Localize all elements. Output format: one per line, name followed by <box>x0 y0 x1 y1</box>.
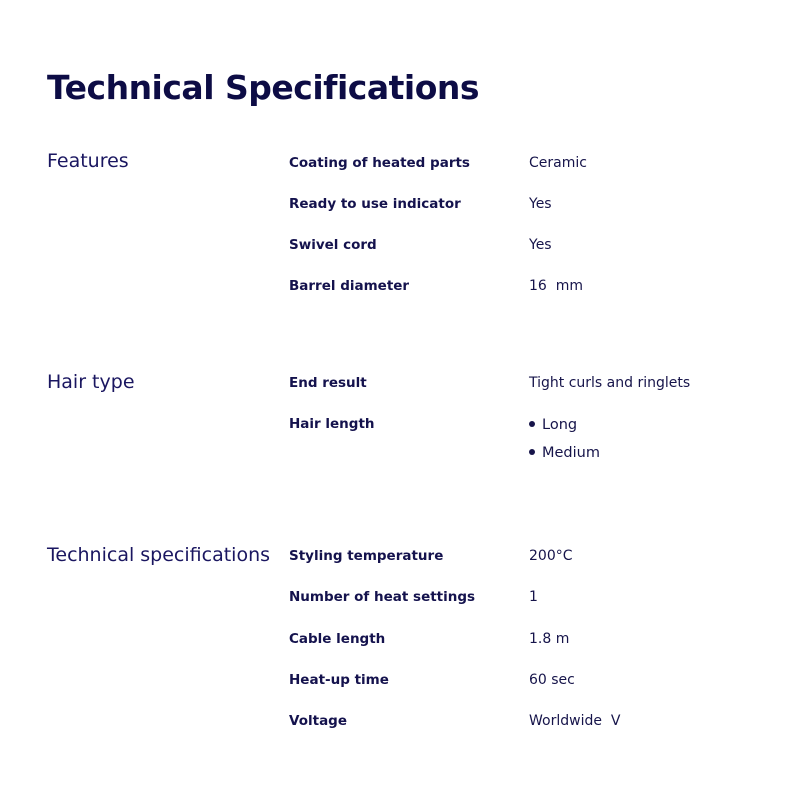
list-item-text: Medium <box>542 445 600 461</box>
bullet-icon <box>529 421 535 427</box>
section-title: Features <box>47 150 129 172</box>
spec-value: 1.8 m <box>529 631 570 647</box>
list-item <box>529 444 600 472</box>
spec-label: Cable length <box>289 631 386 647</box>
spec-value: 200°C <box>529 548 573 564</box>
spec-label: Hair length <box>289 416 375 432</box>
spec-value: Worldwide V <box>529 713 621 729</box>
spec-label: Voltage <box>289 713 347 729</box>
spec-value: Yes <box>529 196 552 212</box>
spec-label: Number of heat settings <box>289 589 476 605</box>
spec-value: 16 mm <box>529 278 583 294</box>
list-item-text: Long <box>542 417 578 433</box>
spec-value: Ceramic <box>529 155 587 171</box>
spec-label: Styling temperature <box>289 548 444 564</box>
page-title: Technical Specifications <box>47 68 480 107</box>
spec-label: Heat-up time <box>289 672 389 688</box>
section-title: Technical specifications <box>47 544 271 566</box>
spec-label: Coating of heated parts <box>289 155 470 171</box>
spec-value: 60 sec <box>529 672 575 688</box>
list-item <box>529 416 600 444</box>
spec-label: Barrel diameter <box>289 278 410 294</box>
spec-value: Yes <box>529 237 552 253</box>
spec-label: Ready to use indicator <box>289 196 461 212</box>
spec-value: Tight curls and ringlets <box>529 375 691 391</box>
spec-value: 1 <box>529 589 538 605</box>
spec-label: End result <box>289 375 367 391</box>
hair-length-list <box>529 416 600 472</box>
spec-label: Swivel cord <box>289 237 377 253</box>
section-title: Hair type <box>47 371 135 393</box>
bullet-icon <box>529 449 535 455</box>
